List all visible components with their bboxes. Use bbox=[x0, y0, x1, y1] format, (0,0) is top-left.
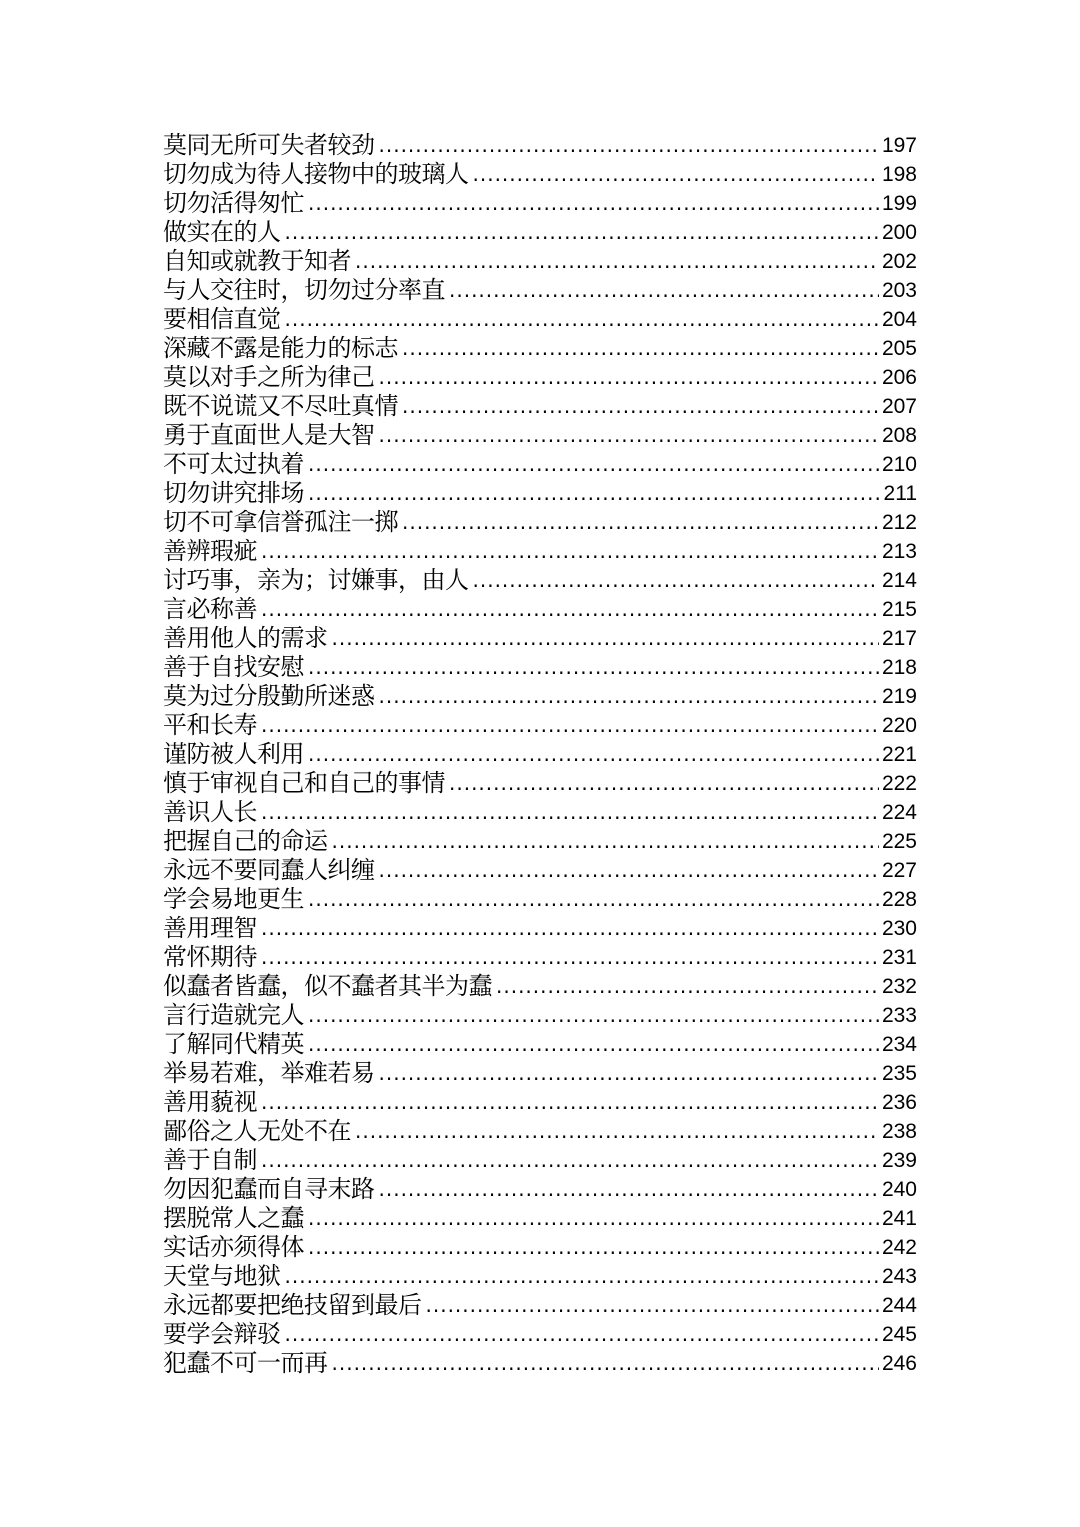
dot-leader bbox=[473, 570, 879, 590]
dot-leader bbox=[308, 657, 879, 677]
toc-entry-page-number: 217 bbox=[881, 627, 917, 650]
toc-entry-title: 善辨瑕疵 bbox=[163, 537, 257, 565]
toc-entry-page-number: 238 bbox=[881, 1120, 917, 1143]
dot-leader bbox=[449, 773, 879, 793]
toc-entry[interactable] bbox=[163, 247, 917, 276]
toc-entry[interactable] bbox=[163, 1001, 917, 1030]
toc-entry-title: 言必称善 bbox=[163, 595, 257, 623]
toc-entry[interactable] bbox=[163, 798, 917, 827]
toc-entry-page-number: 203 bbox=[881, 279, 917, 302]
toc-entry-page-number: 222 bbox=[881, 772, 917, 795]
toc-entry-page-number: 220 bbox=[881, 714, 917, 737]
toc-entry[interactable] bbox=[163, 914, 917, 943]
toc-entry[interactable] bbox=[163, 682, 917, 711]
dot-leader bbox=[308, 193, 879, 213]
dot-leader bbox=[261, 947, 879, 967]
toc-entry-page-number: 227 bbox=[881, 859, 917, 882]
toc-entry[interactable] bbox=[163, 363, 917, 392]
dot-leader bbox=[332, 1353, 879, 1373]
toc-entry-title: 举易若难，举难若易 bbox=[163, 1059, 375, 1087]
toc-entry-title: 鄙俗之人无处不在 bbox=[163, 1117, 351, 1145]
dot-leader bbox=[308, 889, 879, 909]
dot-leader bbox=[402, 512, 879, 532]
dot-leader bbox=[308, 483, 881, 503]
toc-entry-page-number: 215 bbox=[881, 598, 917, 621]
dot-leader bbox=[308, 1237, 879, 1257]
toc-entry-title: 勿因犯蠢而自寻末路 bbox=[163, 1175, 375, 1203]
dot-leader bbox=[308, 1034, 879, 1054]
toc-entry[interactable] bbox=[163, 827, 917, 856]
dot-leader bbox=[261, 599, 879, 619]
toc-entry-page-number: 232 bbox=[881, 975, 917, 998]
toc-entry[interactable] bbox=[163, 450, 917, 479]
toc-entry-title: 莫以对手之所为律己 bbox=[163, 363, 375, 391]
toc-entry[interactable] bbox=[163, 595, 917, 624]
toc-entry[interactable] bbox=[163, 740, 917, 769]
toc-entry-title: 切勿成为待人接物中的玻璃人 bbox=[163, 160, 469, 188]
toc-entry[interactable] bbox=[163, 1059, 917, 1088]
dot-leader bbox=[379, 1179, 879, 1199]
toc-entry-title: 了解同代精英 bbox=[163, 1030, 304, 1058]
toc-entry[interactable] bbox=[163, 653, 917, 682]
toc-entry[interactable] bbox=[163, 943, 917, 972]
dot-leader bbox=[285, 309, 879, 329]
toc-entry-title: 善识人长 bbox=[163, 798, 257, 826]
dot-leader bbox=[308, 454, 879, 474]
toc-entry-page-number: 235 bbox=[881, 1062, 917, 1085]
toc-entry-title: 要相信直觉 bbox=[163, 305, 281, 333]
toc-entry-title: 把握自己的命运 bbox=[163, 827, 328, 855]
toc-entry-page-number: 236 bbox=[881, 1091, 917, 1114]
toc-entry[interactable] bbox=[163, 392, 917, 421]
toc-entry-title: 勇于直面世人是大智 bbox=[163, 421, 375, 449]
toc-entry[interactable] bbox=[163, 856, 917, 885]
toc-entry[interactable] bbox=[163, 479, 917, 508]
toc-entry-title: 切勿活得匆忙 bbox=[163, 189, 304, 217]
toc-entry-page-number: 221 bbox=[881, 743, 917, 766]
dot-leader bbox=[261, 802, 879, 822]
toc-entry-title: 摆脱常人之蠢 bbox=[163, 1204, 304, 1232]
dot-leader bbox=[473, 164, 879, 184]
toc-entry[interactable] bbox=[163, 972, 917, 1001]
toc-entry-page-number: 231 bbox=[881, 946, 917, 969]
toc-entry-page-number: 244 bbox=[881, 1294, 917, 1317]
dot-leader bbox=[332, 831, 879, 851]
toc-entry-title: 莫同无所可失者较劲 bbox=[163, 131, 375, 159]
toc-entry-page-number: 234 bbox=[881, 1033, 917, 1056]
toc-entry-title: 讨巧事，亲为；讨嫌事，由人 bbox=[163, 566, 469, 594]
toc-entry[interactable] bbox=[163, 421, 917, 450]
dot-leader bbox=[402, 338, 879, 358]
dot-leader bbox=[285, 1324, 879, 1344]
toc-entry-page-number: 210 bbox=[881, 453, 917, 476]
toc-entry-page-number: 242 bbox=[881, 1236, 917, 1259]
toc-entry-title: 善于自找安慰 bbox=[163, 653, 304, 681]
toc-entry-page-number: 219 bbox=[881, 685, 917, 708]
toc-entry[interactable] bbox=[163, 624, 917, 653]
toc-entry[interactable] bbox=[163, 885, 917, 914]
dot-leader bbox=[496, 976, 879, 996]
toc-entry[interactable] bbox=[163, 189, 917, 218]
toc-entry[interactable] bbox=[163, 1030, 917, 1059]
toc-entry-page-number: 218 bbox=[881, 656, 917, 679]
toc-entry[interactable] bbox=[163, 218, 917, 247]
toc-entry[interactable] bbox=[163, 1320, 917, 1349]
dot-leader bbox=[308, 1005, 879, 1025]
toc-entry-page-number: 206 bbox=[881, 366, 917, 389]
dot-leader bbox=[285, 1266, 879, 1286]
toc-entry[interactable] bbox=[163, 1291, 917, 1320]
dot-leader bbox=[261, 541, 879, 561]
toc-entry-page-number: 241 bbox=[881, 1207, 917, 1230]
toc-entry-page-number: 199 bbox=[881, 192, 917, 215]
toc-entry-page-number: 225 bbox=[881, 830, 917, 853]
toc-entry-title: 似蠢者皆蠢，似不蠢者其半为蠢 bbox=[163, 972, 492, 1000]
toc-entry[interactable] bbox=[163, 1349, 917, 1378]
toc-entry-title: 善用他人的需求 bbox=[163, 624, 328, 652]
dot-leader bbox=[261, 715, 879, 735]
dot-leader bbox=[261, 918, 879, 938]
toc-entry-title: 永远都要把绝技留到最后 bbox=[163, 1291, 422, 1319]
toc-entry-title: 学会易地更生 bbox=[163, 885, 304, 913]
toc-entry-title: 善于自制 bbox=[163, 1146, 257, 1174]
toc-entry-page-number: 205 bbox=[881, 337, 917, 360]
toc-entry-title: 言行造就完人 bbox=[163, 1001, 304, 1029]
dot-leader bbox=[308, 744, 879, 764]
toc-entry-title: 慎于审视自己和自己的事情 bbox=[163, 769, 445, 797]
toc-entry-title: 切勿讲究排场 bbox=[163, 479, 304, 507]
toc-entry-page-number: 228 bbox=[881, 888, 917, 911]
toc-entry-page-number: 200 bbox=[881, 221, 917, 244]
toc-entry-title: 天堂与地狱 bbox=[163, 1262, 281, 1290]
dot-leader bbox=[379, 425, 879, 445]
toc-entry-title: 要学会辩驳 bbox=[163, 1320, 281, 1348]
toc-entry-page-number: 214 bbox=[881, 569, 917, 592]
toc-entry[interactable] bbox=[163, 334, 917, 363]
dot-leader bbox=[379, 1063, 879, 1083]
toc-entry-page-number: 204 bbox=[881, 308, 917, 331]
toc-entry[interactable] bbox=[163, 1233, 917, 1262]
toc-entry-page-number: 245 bbox=[881, 1323, 917, 1346]
dot-leader bbox=[355, 251, 879, 271]
toc-entry-page-number: 197 bbox=[881, 134, 917, 157]
table-of-contents bbox=[163, 131, 917, 1378]
toc-entry[interactable] bbox=[163, 1117, 917, 1146]
dot-leader bbox=[379, 135, 879, 155]
toc-entry-title: 自知或就教于知者 bbox=[163, 247, 351, 275]
toc-entry-title: 常怀期待 bbox=[163, 943, 257, 971]
toc-entry[interactable] bbox=[163, 160, 917, 189]
toc-entry-title: 与人交往时，切勿过分率直 bbox=[163, 276, 445, 304]
toc-entry-page-number: 230 bbox=[881, 917, 917, 940]
toc-entry[interactable] bbox=[163, 131, 917, 160]
toc-entry-page-number: 213 bbox=[881, 540, 917, 563]
dot-leader bbox=[426, 1295, 879, 1315]
toc-entry-page-number: 207 bbox=[881, 395, 917, 418]
toc-entry-title: 不可太过执着 bbox=[163, 450, 304, 478]
toc-entry[interactable] bbox=[163, 566, 917, 595]
toc-entry[interactable] bbox=[163, 276, 917, 305]
toc-entry[interactable] bbox=[163, 769, 917, 798]
toc-entry-title: 善用理智 bbox=[163, 914, 257, 942]
toc-entry-page-number: 240 bbox=[881, 1178, 917, 1201]
toc-entry[interactable] bbox=[163, 1204, 917, 1233]
dot-leader bbox=[355, 1121, 879, 1141]
toc-entry-title: 做实在的人 bbox=[163, 218, 281, 246]
toc-entry-title: 莫为过分殷勤所迷惑 bbox=[163, 682, 375, 710]
toc-entry[interactable] bbox=[163, 711, 917, 740]
dot-leader bbox=[402, 396, 879, 416]
toc-entry-page-number: 233 bbox=[881, 1004, 917, 1027]
toc-entry[interactable] bbox=[163, 1175, 917, 1204]
dot-leader bbox=[379, 686, 879, 706]
toc-entry-title: 善用藐视 bbox=[163, 1088, 257, 1116]
toc-entry-title: 平和长寿 bbox=[163, 711, 257, 739]
toc-entry[interactable] bbox=[163, 537, 917, 566]
toc-entry-page-number: 202 bbox=[881, 250, 917, 273]
toc-entry-title: 深藏不露是能力的标志 bbox=[163, 334, 398, 362]
toc-entry-title: 犯蠢不可一而再 bbox=[163, 1349, 328, 1377]
dot-leader bbox=[332, 628, 879, 648]
toc-entry-page-number: 211 bbox=[883, 482, 917, 505]
toc-entry-title: 实话亦须得体 bbox=[163, 1233, 304, 1261]
toc-entry-page-number: 208 bbox=[881, 424, 917, 447]
toc-entry[interactable] bbox=[163, 1262, 917, 1291]
toc-entry[interactable] bbox=[163, 305, 917, 334]
dot-leader bbox=[285, 222, 879, 242]
toc-entry[interactable] bbox=[163, 508, 917, 537]
toc-entry-page-number: 198 bbox=[881, 163, 917, 186]
dot-leader bbox=[308, 1208, 879, 1228]
toc-entry-title: 永远不要同蠢人纠缠 bbox=[163, 856, 375, 884]
toc-entry[interactable] bbox=[163, 1146, 917, 1175]
toc-entry-page-number: 239 bbox=[881, 1149, 917, 1172]
dot-leader bbox=[449, 280, 879, 300]
toc-entry-page-number: 212 bbox=[881, 511, 917, 534]
dot-leader bbox=[379, 367, 879, 387]
toc-entry-title: 谨防被人利用 bbox=[163, 740, 304, 768]
dot-leader bbox=[261, 1150, 879, 1170]
toc-entry-page-number: 246 bbox=[881, 1352, 917, 1375]
toc-entry[interactable] bbox=[163, 1088, 917, 1117]
toc-entry-page-number: 243 bbox=[881, 1265, 917, 1288]
toc-entry-page-number: 224 bbox=[881, 801, 917, 824]
dot-leader bbox=[261, 1092, 879, 1112]
dot-leader bbox=[379, 860, 879, 880]
toc-entry-title: 既不说谎又不尽吐真情 bbox=[163, 392, 398, 420]
toc-entry-title: 切不可拿信誉孤注一掷 bbox=[163, 508, 398, 536]
